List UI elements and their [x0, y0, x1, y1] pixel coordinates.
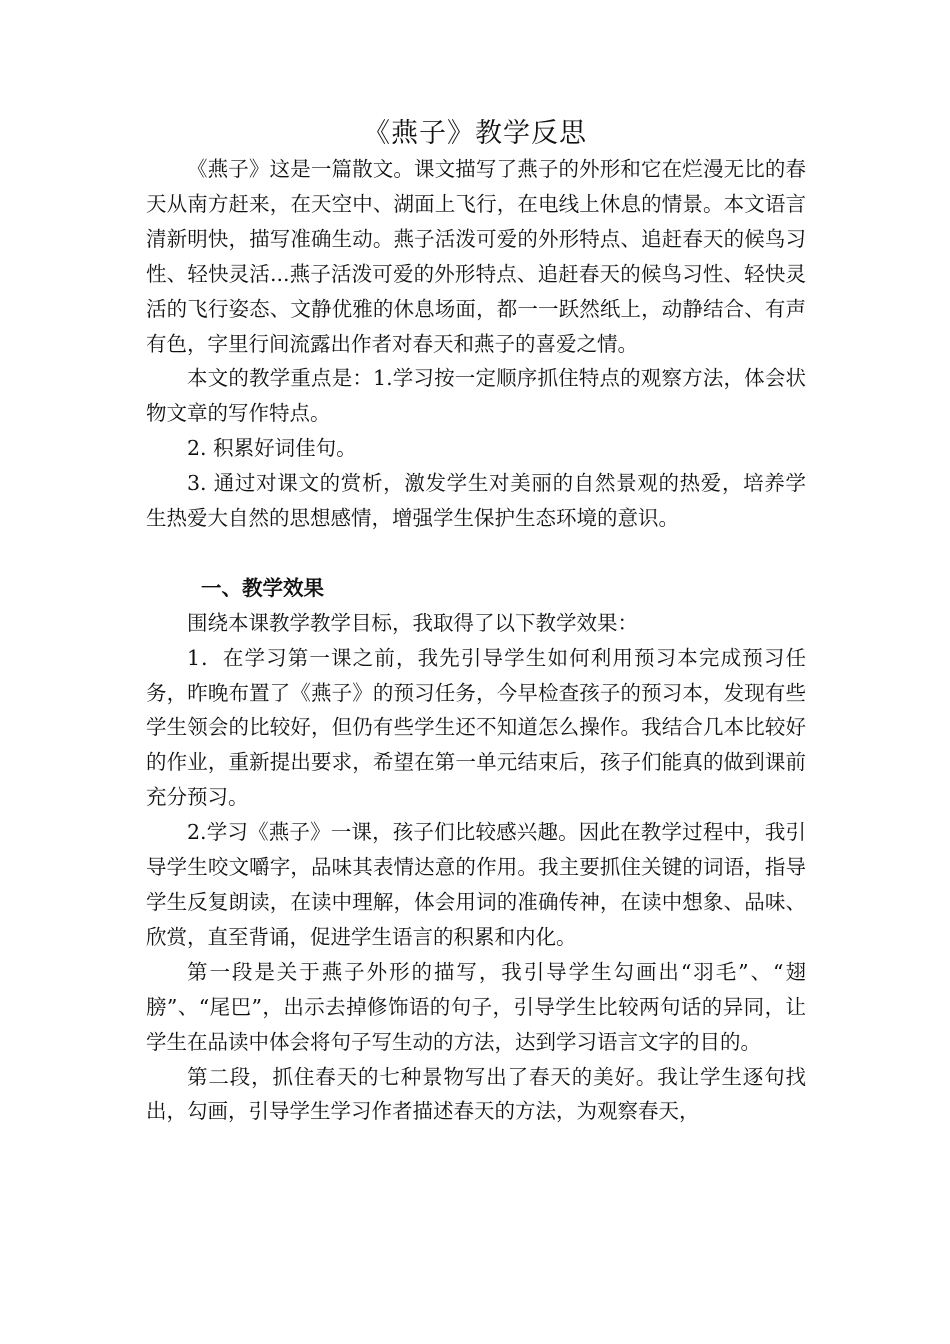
section-paragraph-4: 第一段是关于燕子外形的描写，我引导学生勾画出“羽毛”、“翅膀”、“尾巴”，出示去掉修饰语的句子，引导学生比较两句话的异同，让学生在品读中体会将句子写生动的方法，达到学习语言文字的目的。	[146, 959, 806, 1054]
section-heading: 一、教学效果	[201, 575, 324, 600]
intro-paragraph-1: 《燕子》这是一篇散文。课文描写了燕子的外形和它在烂漫无比的春天从南方赶来，在天空中、湖面上飞行，在电线上休息的情景。本文语言清新明快，描写准确生动。燕子活泼可爱的外形特点、追赶春天的候鸟习性、轻快灵活...燕子活泼可爱的外形特点、追赶春天的候鸟习性、轻快灵活的飞行姿态、文静优雅的休息场面，都一一跃然纸上，动静结合、有声有色，字里行间流露出作者对春天和燕子的喜爱之情。	[146, 157, 806, 356]
intro-paragraph-2: 本文的教学重点是：1.学习按一定顺序抓住特点的观察方法，体会状物文章的写作特点。	[146, 366, 806, 426]
section-paragraph-1: 围绕本课教学教学目标，我取得了以下教学效果：	[187, 610, 638, 635]
intro-paragraph-4: 3. 通过对课文的赏析，激发学生对美丽的自然景观的热爱，培养学生热爱大自然的思想感情，增强学生保护生态环境的意识。	[146, 471, 806, 531]
section-paragraph-3: 2.学习《燕子》一课，孩子们比较感兴趣。因此在教学过程中，我引导学生咬文嚼字，品味其表情达意的作用。我主要抓住关键的词语，指导学生反复朗读，在读中理解，体会用词的准确传神，在读中想象、品味、欣赏，直至背诵，促进学生语言的积累和内化。	[146, 820, 806, 949]
intro-paragraph-3: 2. 积累好词佳句。	[187, 436, 357, 461]
section-paragraph-2: 1．在学习第一课之前，我先引导学生如何利用预习本完成预习任务，昨晚布置了《燕子》的预习任务，今早检查孩子的预习本，发现有些学生领会的比较好，但仍有些学生还不知道怎么操作。我结合几本比较好的作业，重新提出要求，希望在第一单元结束后，孩子们能真的做到课前充分预习。	[146, 645, 806, 810]
page-title: 《燕子》教学反思	[363, 118, 587, 149]
document-body	[146, 152, 806, 1129]
section-paragraph-5: 第二段，抓住春天的七种景物写出了春天的美好。我让学生逐句找出，勾画，引导学生学习作者描述春天的方法，为观察春天，	[146, 1064, 806, 1124]
paragraph-spacer	[146, 536, 806, 571]
